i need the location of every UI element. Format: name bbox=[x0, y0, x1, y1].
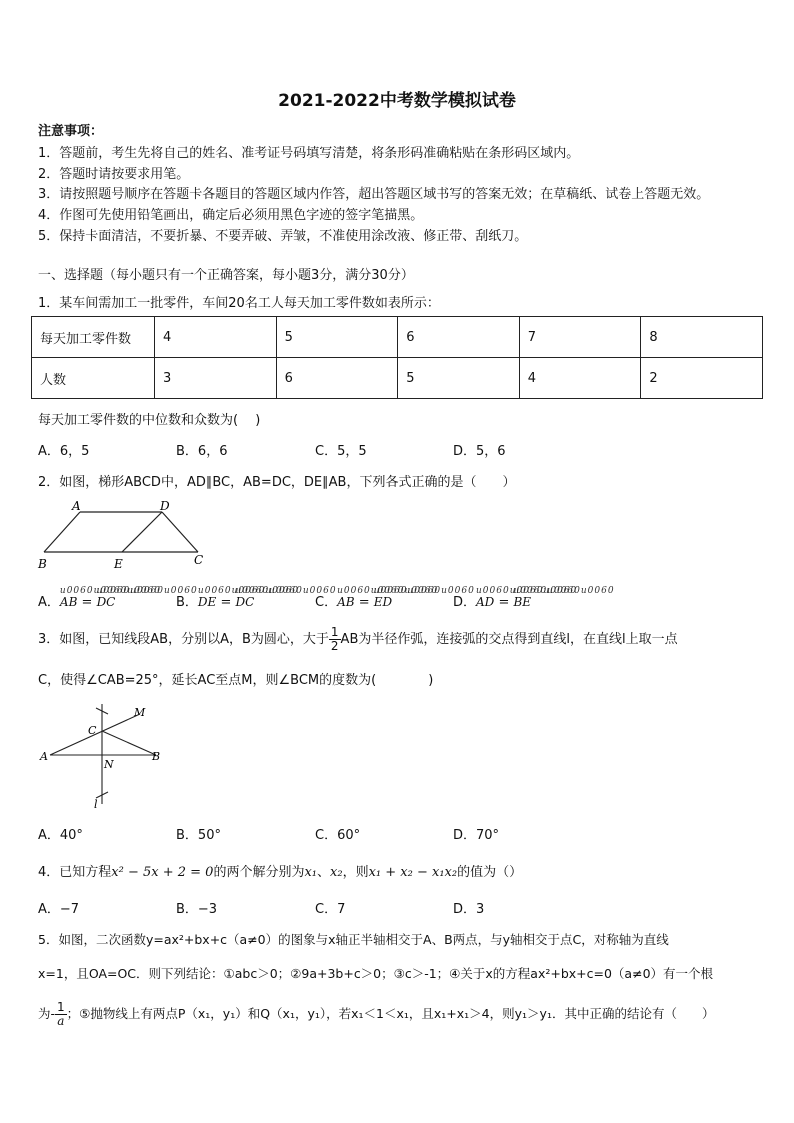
label-b: B bbox=[152, 750, 161, 763]
q4-option-d[interactable]: D．3 bbox=[453, 902, 485, 917]
label-e: E bbox=[114, 557, 123, 571]
table-cell: 人数 bbox=[32, 358, 155, 399]
table-cell: 7 bbox=[519, 317, 641, 358]
q4-option-c[interactable]: C．7 bbox=[315, 902, 346, 917]
vector-term: u0060u0060u0060 AB bbox=[60, 595, 77, 609]
q1-option-c[interactable]: C．5，5 bbox=[315, 444, 367, 459]
vector-term: u0060u0060u0060 DC bbox=[235, 595, 254, 609]
q5-line1: 5．如图，二次函数y=ax²+bx+c（a≠0）的图象与x轴正半轴相交于A、B两点，与y轴相交于点C，对称轴为直线 bbox=[38, 932, 669, 947]
q4-stem-part: 的值为（） bbox=[457, 865, 523, 880]
option-letter: B． bbox=[176, 595, 198, 610]
table-cell: 每天加工零件数 bbox=[32, 317, 155, 358]
table-cell: 2 bbox=[641, 358, 763, 399]
label-n: N bbox=[104, 758, 114, 771]
table-cell: 8 bbox=[641, 317, 763, 358]
table-row bbox=[32, 317, 763, 358]
label-c: C bbox=[88, 724, 97, 737]
notice-item: 5．保持卡面清洁，不要折暴、不要弄破、弄皱，不准使用涂改液、修正带、刮纸刀。 bbox=[38, 229, 528, 244]
q3-stem-line1 bbox=[38, 622, 678, 658]
q4-stem-part: 的两个解分别为 bbox=[213, 865, 305, 880]
q1-option-b[interactable]: B．6，6 bbox=[176, 444, 228, 459]
q5-line2: x=1，且OA=OC．则下列结论：①abc＞0；②9a+3b+c＞0；③c＞-1；④关于x的方程ax²+bx+c=0（a≠0）有一个根 bbox=[38, 966, 714, 981]
table-row bbox=[32, 358, 763, 399]
fraction bbox=[329, 626, 341, 653]
q2-trapezoid-figure bbox=[36, 498, 212, 572]
expression: x₁ + x₂ − x₁x₂ bbox=[368, 865, 458, 880]
notice-item: 4．作图可先使用铅笔画出，确定后必须用黑色字迹的签字笔描黑。 bbox=[38, 208, 424, 223]
option-letter: A． bbox=[38, 595, 60, 610]
q2-option-d[interactable]: D．u0060u0060u0060 AD = u0060u0060u0060 BE bbox=[453, 591, 531, 610]
fraction bbox=[55, 1001, 67, 1028]
q1-stem: 1．某车间需加工一批零件，车间20名工人每天加工零件数如表所示： bbox=[38, 296, 440, 311]
root-x1: x₁ bbox=[304, 865, 318, 880]
q2-option-c[interactable]: C．u0060u0060u0060 AB = u0060u0060u0060 ED bbox=[315, 591, 392, 610]
vector-term: u0060u0060u0060 AB bbox=[337, 595, 354, 609]
option-letter: C． bbox=[315, 595, 338, 610]
table-cell: 6 bbox=[276, 358, 398, 399]
q4-option-a[interactable]: A．−7 bbox=[38, 902, 80, 917]
q4-option-b[interactable]: B．−3 bbox=[176, 902, 218, 917]
q1-option-a[interactable]: A．6，5 bbox=[38, 444, 90, 459]
vector-term: u0060u0060u0060 DC bbox=[97, 595, 116, 609]
q4-stem-part: ，则 bbox=[342, 865, 369, 880]
q3-option-d[interactable]: D．70° bbox=[453, 828, 500, 843]
section-heading: 一、选择题（每小题只有一个正确答案，每小题3分，满分30分） bbox=[38, 268, 414, 283]
option-letter: D． bbox=[453, 595, 477, 610]
table-cell: 4 bbox=[519, 358, 641, 399]
notice-item: 1．答题前，考生先将自己的姓名、准考证号码填写清楚，将条形码准确粘贴在条形码区域内。 bbox=[38, 146, 580, 161]
vector-term: u0060u0060u0060 BE bbox=[513, 595, 531, 609]
label-b: B bbox=[38, 557, 47, 571]
q3-option-a[interactable]: A．40° bbox=[38, 828, 83, 843]
page-title: 2021-2022中考数学模拟试卷 bbox=[278, 91, 516, 111]
q1-option-d[interactable]: D．5，6 bbox=[453, 444, 506, 459]
vector-term: u0060u0060u0060 AD bbox=[476, 595, 494, 609]
q3-stem-line2: C，使得∠CAB=25°，延长AC至点M，则∠BCM的度数为( ) bbox=[38, 673, 434, 688]
table-cell: 5 bbox=[398, 358, 520, 399]
q5-stem-part: ；⑤抛物线上有两点P（x₁，y₁）和Q（x₁，y₁），若x₁＜1＜x₁，且x₁+x₁＞4，则y₁＞y₁．其中正确的结论有（ ） bbox=[66, 1006, 715, 1021]
q3-stem-part: 3．如图，已知线段AB，分别以A，B为圆心，大于 bbox=[38, 632, 329, 647]
equation: x² − 5x + 2 = 0 bbox=[111, 865, 214, 880]
q3-option-c[interactable]: C．60° bbox=[315, 828, 361, 843]
notice-heading: 注意事项： bbox=[38, 124, 104, 139]
label-c: C bbox=[194, 553, 204, 567]
q2-option-b[interactable]: B．u0060u0060u0060 DE = u0060u0060u0060 DC bbox=[176, 591, 254, 610]
q4-stem-part: 4．已知方程 bbox=[38, 865, 112, 880]
table-cell: 4 bbox=[155, 317, 277, 358]
notice-item: 3．请按照题号顺序在答题卡各题目的答题区域内作答，超出答题区域书写的答案无效；在草稿纸、试卷上答题无效。 bbox=[38, 187, 710, 202]
q1-question: 每天加工零件数的中位数和众数为( ) bbox=[38, 413, 261, 428]
q4-stem-part: 、 bbox=[317, 865, 331, 880]
fraction-numerator: 1 bbox=[57, 1000, 65, 1014]
q3-option-b[interactable]: B．50° bbox=[176, 828, 221, 843]
q5-line3 bbox=[38, 996, 714, 1032]
table-cell: 6 bbox=[398, 317, 520, 358]
vector-term: u0060u0060u0060 DE bbox=[198, 595, 216, 609]
label-a: A bbox=[72, 499, 81, 513]
root-x2: x₂ bbox=[330, 865, 343, 880]
vector-term: u0060u0060u0060 ED bbox=[374, 595, 392, 609]
fraction-denominator: 2 bbox=[330, 639, 339, 653]
q4-stem bbox=[38, 861, 522, 880]
label-a: A bbox=[40, 750, 48, 763]
q2-option-a[interactable]: A．u0060u0060u0060 AB = u0060u0060u0060 DC bbox=[38, 591, 115, 610]
label-d: D bbox=[160, 499, 170, 513]
fraction-numerator: 1 bbox=[330, 625, 339, 639]
q5-stem-part: 为- bbox=[38, 1006, 56, 1021]
q3-stem-part: AB为半径作弧，连接弧的交点得到直线l，在直线l上取一点 bbox=[340, 632, 678, 647]
q1-table bbox=[31, 316, 763, 399]
q2-stem: 2．如图，梯形ABCD中，AD∥BC，AB=DC，DE∥AB，下列各式正确的是（ ） bbox=[38, 475, 516, 490]
q3-figure bbox=[36, 700, 166, 812]
label-m: M bbox=[134, 706, 146, 719]
fraction-denominator: a bbox=[57, 1014, 65, 1028]
notice-item: 2．答题时请按要求用笔。 bbox=[38, 167, 190, 182]
label-l: l bbox=[94, 798, 98, 811]
table-cell: 3 bbox=[155, 358, 277, 399]
table-cell: 5 bbox=[276, 317, 398, 358]
